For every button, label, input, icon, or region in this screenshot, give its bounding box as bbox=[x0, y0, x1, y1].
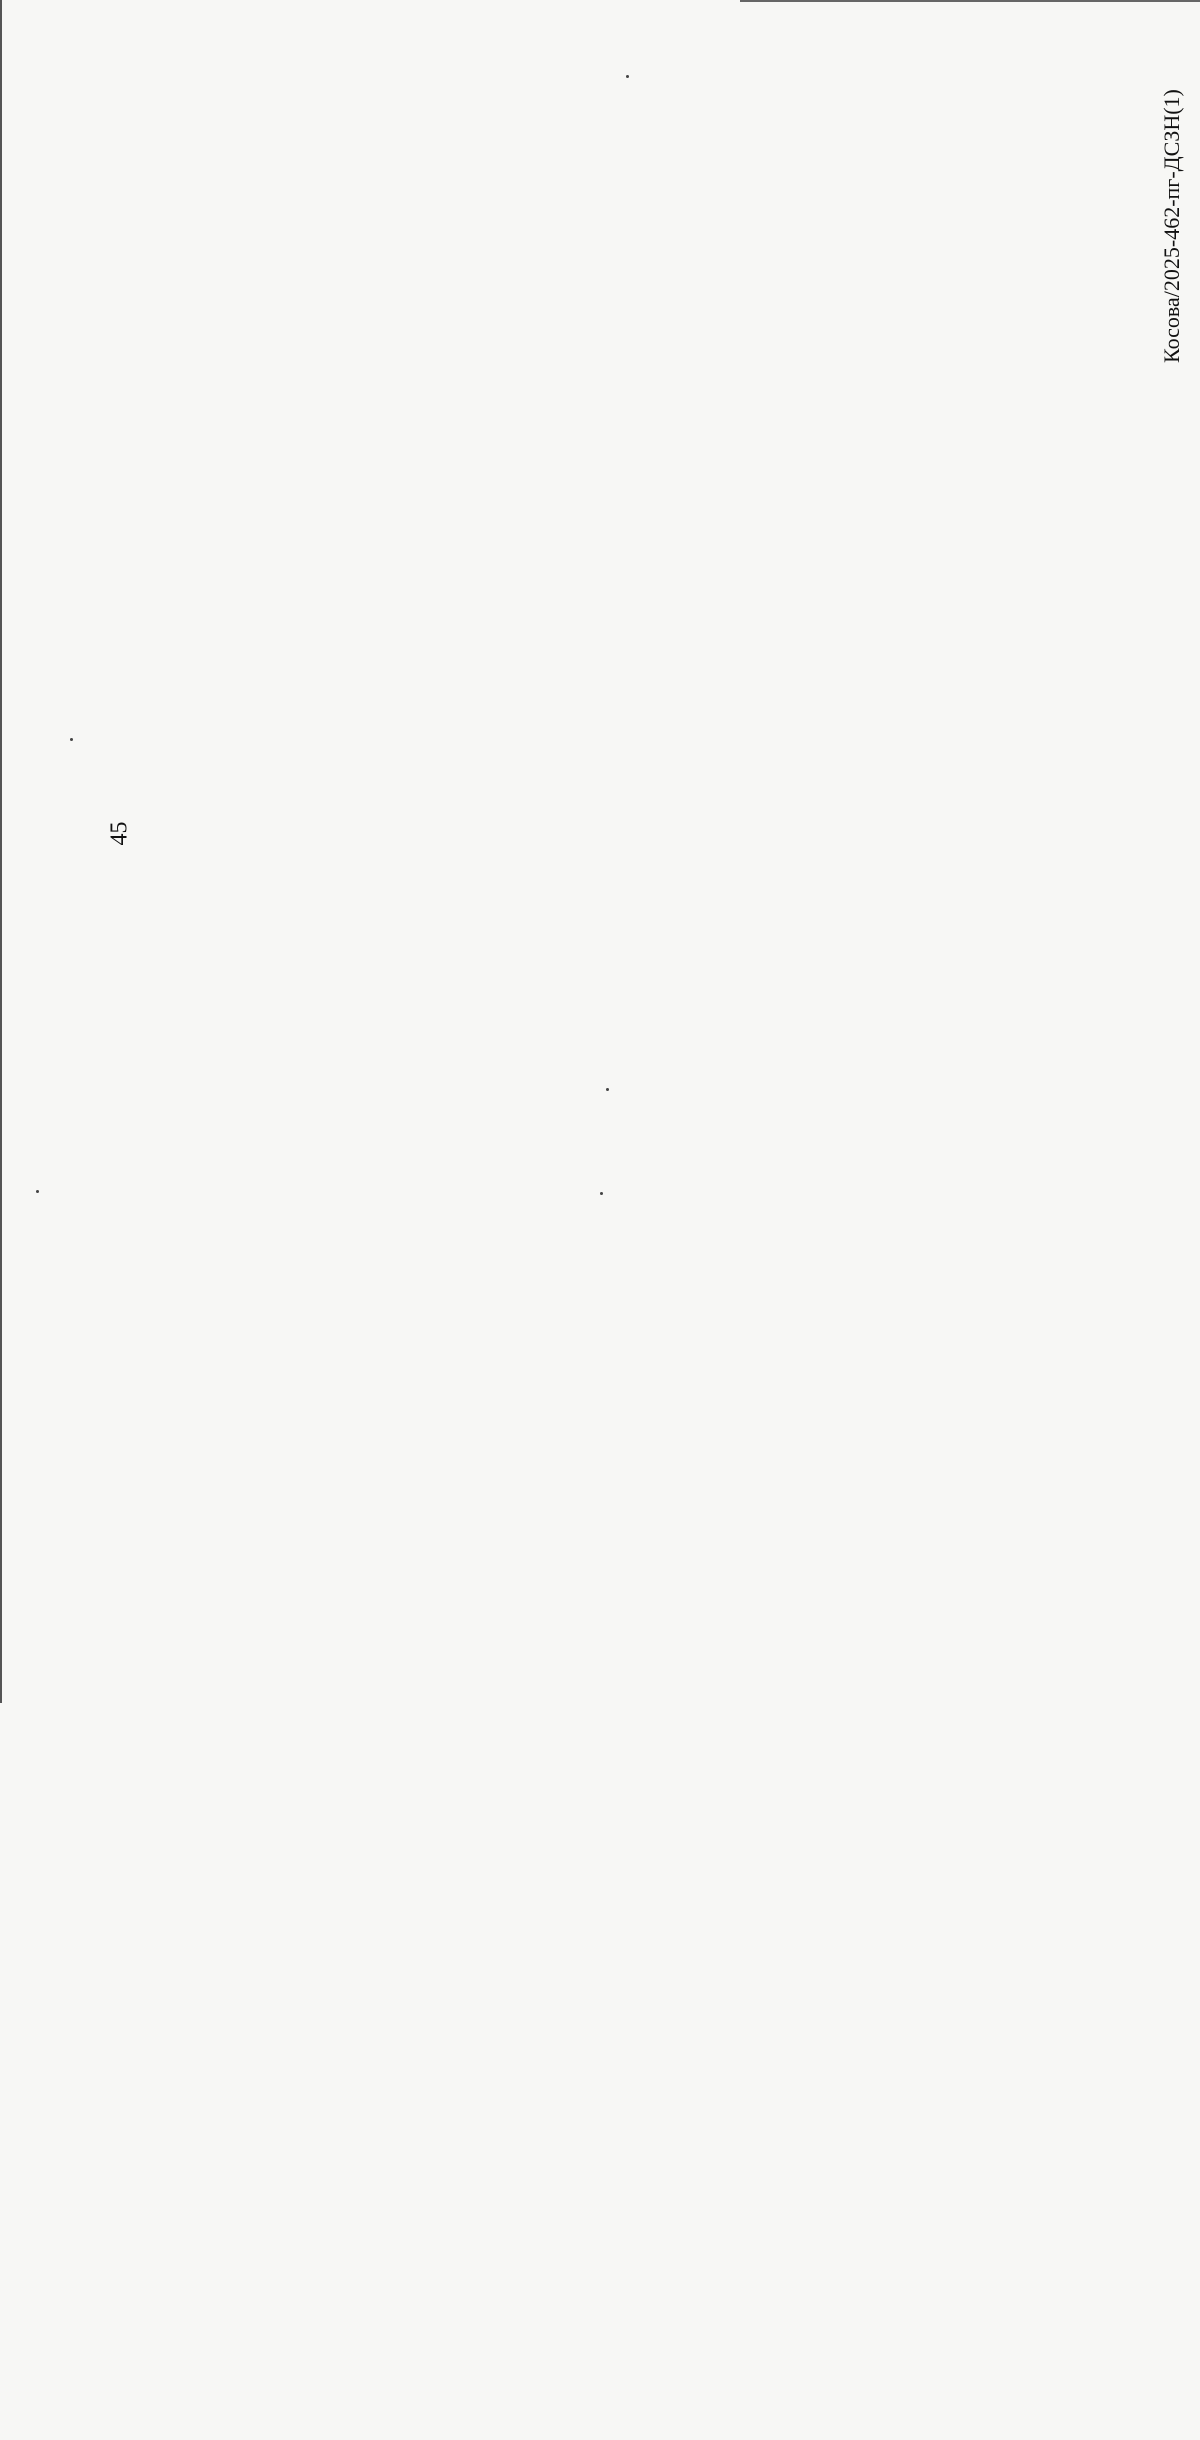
scan-edge-left bbox=[0, 0, 2, 1703]
scan-speck bbox=[36, 1190, 39, 1193]
scan-speck bbox=[600, 1192, 603, 1195]
scan-speck bbox=[70, 738, 73, 741]
page-number: 45 bbox=[106, 821, 133, 846]
document-code-wrapper bbox=[1159, 55, 1184, 363]
scan-edge-top bbox=[740, 0, 1200, 2]
scan-speck bbox=[626, 75, 629, 78]
scan-speck bbox=[606, 1088, 609, 1091]
document-code: Косова/2025-462-пг-ДСЗН(1) bbox=[1159, 89, 1184, 363]
